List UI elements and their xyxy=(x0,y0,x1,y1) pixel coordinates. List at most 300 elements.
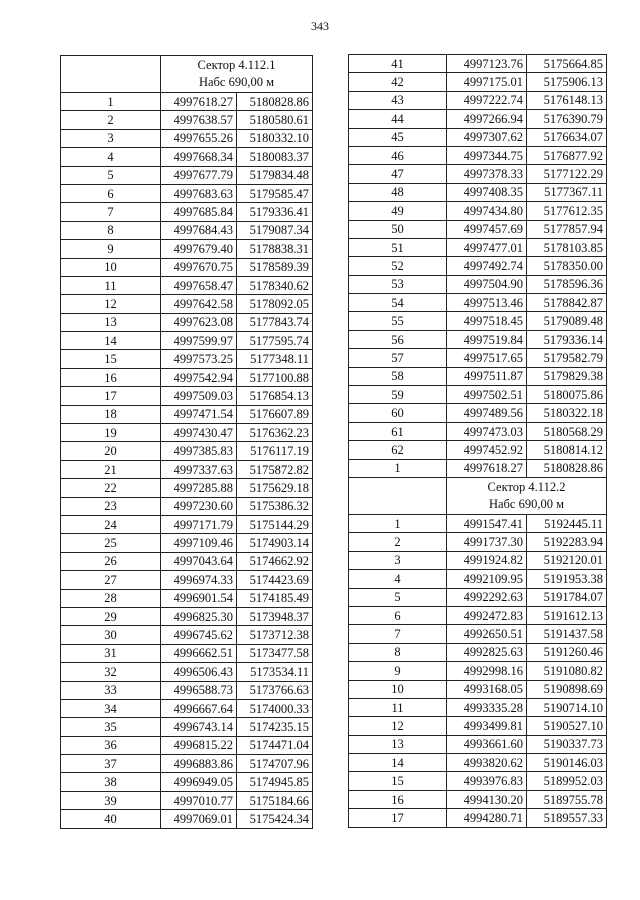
table-row xyxy=(61,313,313,331)
y-coordinate: 5173534.11 xyxy=(237,663,313,681)
table-row xyxy=(61,479,313,497)
x-coordinate: 4997502.51 xyxy=(447,386,527,404)
y-coordinate: 5173712.38 xyxy=(237,626,313,644)
y-coordinate: 5191953.38 xyxy=(527,570,607,588)
x-coordinate: 4996883.86 xyxy=(161,755,237,773)
point-number: 43 xyxy=(349,91,447,109)
point-number: 27 xyxy=(61,571,161,589)
x-coordinate: 4997307.62 xyxy=(447,128,527,146)
y-coordinate: 5174471.04 xyxy=(237,736,313,754)
x-coordinate: 4997473.03 xyxy=(447,422,527,440)
table-row xyxy=(349,73,607,91)
table-row xyxy=(349,238,607,256)
point-number: 12 xyxy=(349,717,447,735)
table-row xyxy=(349,367,607,385)
x-coordinate: 4997670.75 xyxy=(161,258,237,276)
table-row xyxy=(349,349,607,367)
point-number: 33 xyxy=(61,681,161,699)
x-coordinate: 4997385.83 xyxy=(161,442,237,460)
table-row xyxy=(61,552,313,570)
point-number: 23 xyxy=(61,497,161,515)
x-coordinate: 4996745.62 xyxy=(161,626,237,644)
x-coordinate: 4997010.77 xyxy=(161,791,237,809)
point-number: 9 xyxy=(349,662,447,680)
point-number: 60 xyxy=(349,404,447,422)
table-row xyxy=(61,773,313,791)
y-coordinate: 5192445.11 xyxy=(527,514,607,532)
x-coordinate: 4997658.47 xyxy=(161,276,237,294)
point-number: 40 xyxy=(61,810,161,828)
y-coordinate: 5178350.00 xyxy=(527,257,607,275)
x-coordinate: 4993499.81 xyxy=(447,717,527,735)
x-coordinate: 4997430.47 xyxy=(161,424,237,442)
point-number: 18 xyxy=(61,405,161,423)
point-number: 20 xyxy=(61,442,161,460)
point-number: 13 xyxy=(349,735,447,753)
x-coordinate: 4992109.95 xyxy=(447,570,527,588)
table-row xyxy=(61,387,313,405)
x-coordinate: 4997477.01 xyxy=(447,238,527,256)
point-number: 5 xyxy=(349,588,447,606)
table-row xyxy=(61,111,313,129)
point-number: 52 xyxy=(349,257,447,275)
x-coordinate: 4997679.40 xyxy=(161,240,237,258)
table-row xyxy=(61,93,313,111)
point-number: 53 xyxy=(349,275,447,293)
y-coordinate: 5174945.85 xyxy=(237,773,313,791)
sector-header xyxy=(447,477,607,514)
point-number: 59 xyxy=(349,386,447,404)
x-coordinate: 4997683.63 xyxy=(161,184,237,202)
y-coordinate: 5175424.34 xyxy=(237,810,313,828)
table-row xyxy=(61,515,313,533)
y-coordinate: 5176607.89 xyxy=(237,405,313,423)
point-number: 6 xyxy=(349,606,447,624)
point-number: 1 xyxy=(61,93,161,111)
x-coordinate: 4997642.58 xyxy=(161,295,237,313)
y-coordinate: 5176148.13 xyxy=(527,91,607,109)
y-coordinate: 5174185.49 xyxy=(237,589,313,607)
table-row xyxy=(61,129,313,147)
point-number: 17 xyxy=(61,387,161,405)
point-number: 39 xyxy=(61,791,161,809)
x-coordinate: 4991547.41 xyxy=(447,514,527,532)
y-coordinate: 5191260.46 xyxy=(527,643,607,661)
y-coordinate: 5189557.33 xyxy=(527,809,607,827)
table-row xyxy=(349,717,607,735)
y-coordinate: 5177857.94 xyxy=(527,220,607,238)
point-number: 17 xyxy=(349,809,447,827)
y-coordinate: 5178589.39 xyxy=(237,258,313,276)
x-coordinate: 4993820.62 xyxy=(447,754,527,772)
x-coordinate: 4997408.35 xyxy=(447,183,527,201)
x-coordinate: 4996506.43 xyxy=(161,663,237,681)
table-row xyxy=(349,790,607,808)
point-number: 15 xyxy=(61,350,161,368)
table-row xyxy=(349,220,607,238)
y-coordinate: 5177612.35 xyxy=(527,202,607,220)
x-coordinate: 4997623.08 xyxy=(161,313,237,331)
y-coordinate: 5174662.92 xyxy=(237,552,313,570)
y-coordinate: 5173477.58 xyxy=(237,644,313,662)
x-coordinate: 4996743.14 xyxy=(161,718,237,736)
table-row xyxy=(349,312,607,330)
y-coordinate: 5174903.14 xyxy=(237,534,313,552)
table-row xyxy=(61,571,313,589)
table-row xyxy=(61,681,313,699)
x-coordinate: 4996949.05 xyxy=(161,773,237,791)
y-coordinate: 5180814.12 xyxy=(527,441,607,459)
point-number: 22 xyxy=(61,479,161,497)
x-coordinate: 4993335.28 xyxy=(447,698,527,716)
table-row xyxy=(61,626,313,644)
table-row xyxy=(349,643,607,661)
y-coordinate: 5192120.01 xyxy=(527,551,607,569)
table-row xyxy=(61,184,313,202)
y-coordinate: 5180580.61 xyxy=(237,111,313,129)
table-row xyxy=(61,350,313,368)
table-row xyxy=(349,551,607,569)
point-number: 2 xyxy=(61,111,161,129)
sector-height: Набс 690,00 м xyxy=(198,75,275,89)
table-row xyxy=(61,442,313,460)
table-row xyxy=(349,606,607,624)
point-number: 47 xyxy=(349,165,447,183)
y-coordinate: 5189952.03 xyxy=(527,772,607,790)
point-number: 54 xyxy=(349,294,447,312)
point-number: 56 xyxy=(349,330,447,348)
x-coordinate: 4997171.79 xyxy=(161,515,237,533)
y-coordinate: 5175629.18 xyxy=(237,479,313,497)
y-coordinate: 5175184.66 xyxy=(237,791,313,809)
x-coordinate: 4997513.46 xyxy=(447,294,527,312)
y-coordinate: 5191784.07 xyxy=(527,588,607,606)
x-coordinate: 4993661.60 xyxy=(447,735,527,753)
table-row xyxy=(61,203,313,221)
y-coordinate: 5175664.85 xyxy=(527,55,607,73)
table-row xyxy=(61,424,313,442)
table-row xyxy=(61,332,313,350)
point-number: 21 xyxy=(61,460,161,478)
point-number: 7 xyxy=(61,203,161,221)
point-number: 11 xyxy=(349,698,447,716)
y-coordinate: 5179834.48 xyxy=(237,166,313,184)
table-row xyxy=(61,240,313,258)
table-row xyxy=(349,570,607,588)
y-coordinate: 5179336.41 xyxy=(237,203,313,221)
x-coordinate: 4993168.05 xyxy=(447,680,527,698)
point-number: 62 xyxy=(349,441,447,459)
y-coordinate: 5175906.13 xyxy=(527,73,607,91)
x-coordinate: 4991737.30 xyxy=(447,533,527,551)
x-coordinate: 4997685.84 xyxy=(161,203,237,221)
point-number: 29 xyxy=(61,607,161,625)
point-number: 46 xyxy=(349,146,447,164)
x-coordinate: 4997266.94 xyxy=(447,110,527,128)
y-coordinate: 5176117.19 xyxy=(237,442,313,460)
point-number: 2 xyxy=(349,533,447,551)
y-coordinate: 5190337.73 xyxy=(527,735,607,753)
point-number: 51 xyxy=(349,238,447,256)
table-row xyxy=(61,368,313,386)
y-coordinate: 5180332.10 xyxy=(237,129,313,147)
point-number: 3 xyxy=(61,129,161,147)
table-row xyxy=(349,257,607,275)
table-row xyxy=(61,791,313,809)
y-coordinate: 5177348.11 xyxy=(237,350,313,368)
table-row xyxy=(349,55,607,73)
table-row xyxy=(349,183,607,201)
x-coordinate: 4997519.84 xyxy=(447,330,527,348)
y-coordinate: 5180568.29 xyxy=(527,422,607,440)
table-row xyxy=(61,699,313,717)
y-coordinate: 5173766.63 xyxy=(237,681,313,699)
point-number: 58 xyxy=(349,367,447,385)
table-row xyxy=(349,754,607,772)
x-coordinate: 4997109.46 xyxy=(161,534,237,552)
table-row xyxy=(349,110,607,128)
y-coordinate: 5177843.74 xyxy=(237,313,313,331)
point-number: 35 xyxy=(61,718,161,736)
x-coordinate: 4991924.82 xyxy=(447,551,527,569)
point-number: 25 xyxy=(61,534,161,552)
x-coordinate: 4997668.34 xyxy=(161,148,237,166)
y-coordinate: 5179087.34 xyxy=(237,221,313,239)
y-coordinate: 5173948.37 xyxy=(237,607,313,625)
x-coordinate: 4997434.80 xyxy=(447,202,527,220)
point-number: 48 xyxy=(349,183,447,201)
x-coordinate: 4997509.03 xyxy=(161,387,237,405)
y-coordinate: 5174235.15 xyxy=(237,718,313,736)
point-number: 26 xyxy=(61,552,161,570)
point-number: 11 xyxy=(61,276,161,294)
x-coordinate: 4996901.54 xyxy=(161,589,237,607)
point-number: 15 xyxy=(349,772,447,790)
point-number: 45 xyxy=(349,128,447,146)
x-coordinate: 4997489.56 xyxy=(447,404,527,422)
y-coordinate: 5190146.03 xyxy=(527,754,607,772)
coordinates-table-left xyxy=(60,55,313,829)
point-number: 14 xyxy=(349,754,447,772)
x-coordinate: 4996667.64 xyxy=(161,699,237,717)
table-row xyxy=(349,294,607,312)
y-coordinate: 5176877.92 xyxy=(527,146,607,164)
point-number: 19 xyxy=(61,424,161,442)
point-number: 10 xyxy=(61,258,161,276)
y-coordinate: 5174423.69 xyxy=(237,571,313,589)
y-coordinate: 5176634.07 xyxy=(527,128,607,146)
sector-header xyxy=(161,56,313,93)
point-number: 24 xyxy=(61,515,161,533)
table-row xyxy=(349,146,607,164)
y-coordinate: 5179829.38 xyxy=(527,367,607,385)
x-coordinate: 4992472.83 xyxy=(447,606,527,624)
point-number: 42 xyxy=(349,73,447,91)
y-coordinate: 5192283.94 xyxy=(527,533,607,551)
table-row xyxy=(61,810,313,828)
table-row xyxy=(349,330,607,348)
table-row xyxy=(349,625,607,643)
x-coordinate: 4992998.16 xyxy=(447,662,527,680)
point-number: 30 xyxy=(61,626,161,644)
x-coordinate: 4996974.33 xyxy=(161,571,237,589)
x-coordinate: 4997599.97 xyxy=(161,332,237,350)
point-number: 14 xyxy=(61,332,161,350)
x-coordinate: 4996825.30 xyxy=(161,607,237,625)
table-row xyxy=(61,607,313,625)
x-coordinate: 4994280.71 xyxy=(447,809,527,827)
table-row xyxy=(349,662,607,680)
sector-header-row xyxy=(349,477,607,514)
table-row xyxy=(61,718,313,736)
point-number: 38 xyxy=(61,773,161,791)
table-row xyxy=(349,202,607,220)
point-number: 28 xyxy=(61,589,161,607)
y-coordinate: 5178838.31 xyxy=(237,240,313,258)
table-row xyxy=(61,148,313,166)
table-row xyxy=(349,809,607,827)
point-number: 16 xyxy=(349,790,447,808)
table-row xyxy=(61,295,313,313)
point-number: 41 xyxy=(349,55,447,73)
y-coordinate: 5176362.23 xyxy=(237,424,313,442)
point-number: 8 xyxy=(349,643,447,661)
point-number: 12 xyxy=(61,295,161,313)
y-coordinate: 5180322.18 xyxy=(527,404,607,422)
table-row xyxy=(349,772,607,790)
y-coordinate: 5191437.58 xyxy=(527,625,607,643)
coordinates-table-right xyxy=(348,54,607,828)
table-row xyxy=(61,258,313,276)
point-number: 5 xyxy=(61,166,161,184)
table-row xyxy=(349,165,607,183)
table-row xyxy=(349,680,607,698)
x-coordinate: 4996662.51 xyxy=(161,644,237,662)
y-coordinate: 5180828.86 xyxy=(527,459,607,477)
y-coordinate: 5175386.32 xyxy=(237,497,313,515)
y-coordinate: 5177595.74 xyxy=(237,332,313,350)
point-number: 57 xyxy=(349,349,447,367)
point-number: 49 xyxy=(349,202,447,220)
x-coordinate: 4992825.63 xyxy=(447,643,527,661)
table-row xyxy=(61,589,313,607)
y-coordinate: 5175872.82 xyxy=(237,460,313,478)
y-coordinate: 5177122.29 xyxy=(527,165,607,183)
y-coordinate: 5179336.14 xyxy=(527,330,607,348)
point-number: 61 xyxy=(349,422,447,440)
y-coordinate: 5191080.82 xyxy=(527,662,607,680)
y-coordinate: 5189755.78 xyxy=(527,790,607,808)
table-row xyxy=(349,698,607,716)
sector-header-row xyxy=(61,56,313,93)
table-row xyxy=(349,588,607,606)
x-coordinate: 4997618.27 xyxy=(447,459,527,477)
table-row xyxy=(349,441,607,459)
table-row xyxy=(349,128,607,146)
point-number: 32 xyxy=(61,663,161,681)
table-row xyxy=(349,91,607,109)
y-coordinate: 5190714.10 xyxy=(527,698,607,716)
y-coordinate: 5179089.48 xyxy=(527,312,607,330)
x-coordinate: 4992292.63 xyxy=(447,588,527,606)
x-coordinate: 4997517.65 xyxy=(447,349,527,367)
x-coordinate: 4997573.25 xyxy=(161,350,237,368)
table-row xyxy=(61,644,313,662)
x-coordinate: 4997655.26 xyxy=(161,129,237,147)
y-coordinate: 5174000.33 xyxy=(237,699,313,717)
table-row xyxy=(61,755,313,773)
point-number: 10 xyxy=(349,680,447,698)
y-coordinate: 5178092.05 xyxy=(237,295,313,313)
x-coordinate: 4997518.45 xyxy=(447,312,527,330)
y-coordinate: 5190527.10 xyxy=(527,717,607,735)
table-row xyxy=(349,533,607,551)
sector-title: Сектор 4.112.1 xyxy=(197,58,276,72)
x-coordinate: 4997504.90 xyxy=(447,275,527,293)
table-row xyxy=(61,497,313,515)
table-row xyxy=(61,460,313,478)
x-coordinate: 4997230.60 xyxy=(161,497,237,515)
point-number: 55 xyxy=(349,312,447,330)
x-coordinate: 4996588.73 xyxy=(161,681,237,699)
x-coordinate: 4997175.01 xyxy=(447,73,527,91)
x-coordinate: 4993976.83 xyxy=(447,772,527,790)
table-row xyxy=(61,736,313,754)
y-coordinate: 5175144.29 xyxy=(237,515,313,533)
table-row xyxy=(61,221,313,239)
point-number: 9 xyxy=(61,240,161,258)
y-coordinate: 5174707.96 xyxy=(237,755,313,773)
point-number: 34 xyxy=(61,699,161,717)
y-coordinate: 5179585.47 xyxy=(237,184,313,202)
x-coordinate: 4997511.87 xyxy=(447,367,527,385)
y-coordinate: 5178842.87 xyxy=(527,294,607,312)
point-number: 7 xyxy=(349,625,447,643)
point-number: 4 xyxy=(61,148,161,166)
point-number: 13 xyxy=(61,313,161,331)
x-coordinate: 4997684.43 xyxy=(161,221,237,239)
point-number: 37 xyxy=(61,755,161,773)
y-coordinate: 5178103.85 xyxy=(527,238,607,256)
x-coordinate: 4992650.51 xyxy=(447,625,527,643)
x-coordinate: 4997542.94 xyxy=(161,368,237,386)
table-row xyxy=(349,386,607,404)
point-number: 8 xyxy=(61,221,161,239)
table-row xyxy=(349,459,607,477)
y-coordinate: 5191612.13 xyxy=(527,606,607,624)
x-coordinate: 4997222.74 xyxy=(447,91,527,109)
table-row xyxy=(61,276,313,294)
x-coordinate: 4997457.69 xyxy=(447,220,527,238)
table-row xyxy=(61,534,313,552)
table-row xyxy=(349,275,607,293)
page-number: 343 xyxy=(311,19,329,33)
point-number: 3 xyxy=(349,551,447,569)
y-coordinate: 5178596.36 xyxy=(527,275,607,293)
y-coordinate: 5180083.37 xyxy=(237,148,313,166)
y-coordinate: 5177100.88 xyxy=(237,368,313,386)
table-row xyxy=(61,166,313,184)
x-coordinate: 4997337.63 xyxy=(161,460,237,478)
x-coordinate: 4997452.92 xyxy=(447,441,527,459)
y-coordinate: 5180828.86 xyxy=(237,93,313,111)
y-coordinate: 5178340.62 xyxy=(237,276,313,294)
x-coordinate: 4996815.22 xyxy=(161,736,237,754)
point-number: 36 xyxy=(61,736,161,754)
y-coordinate: 5179582.79 xyxy=(527,349,607,367)
point-number: 1 xyxy=(349,459,447,477)
y-coordinate: 5180075.86 xyxy=(527,386,607,404)
